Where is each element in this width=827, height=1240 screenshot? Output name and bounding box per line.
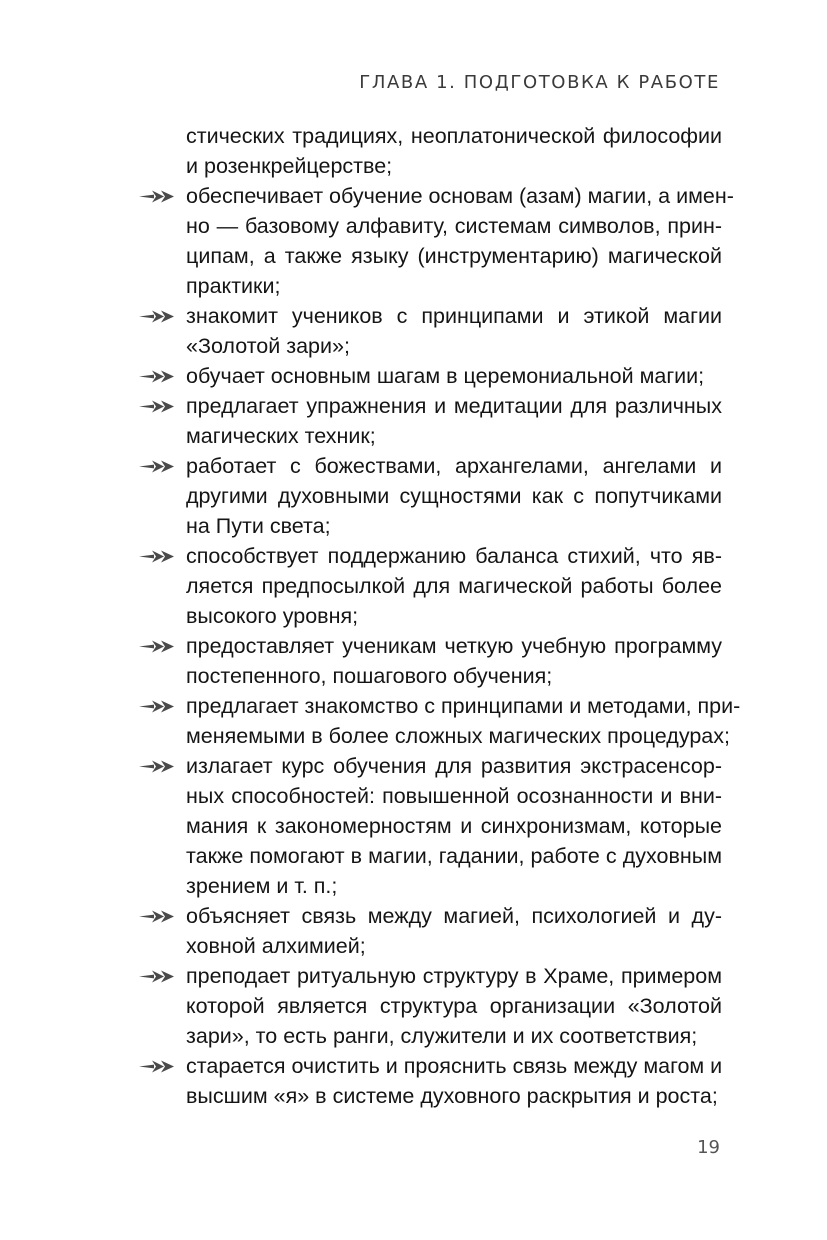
text-line: «Золотой зари»;: [186, 334, 350, 358]
text-line: предлагает упражнения и медитации для различных: [186, 391, 722, 421]
text-line: ховной алхимией;: [186, 934, 366, 958]
text-line: предоставляет ученикам четкую учебную программу: [186, 631, 722, 661]
running-head: ГЛАВА 1. ПОДГОТОВКА К РАБОТЕ: [359, 72, 720, 93]
double-arrow-icon: [138, 760, 176, 773]
text-line: высокого уровня;: [186, 604, 359, 628]
text-line: высшим «я» в системе духовного раскрытия и роста;: [186, 1084, 718, 1108]
text-line: излагает курс обучения для развития экстрасенсор-: [186, 751, 722, 781]
page-number: 19: [697, 1137, 720, 1158]
double-arrow-icon: [138, 970, 176, 983]
text-line: способствует поддержанию баланса стихий, что яв-: [186, 541, 722, 571]
list-item: [186, 391, 722, 451]
list-item: [186, 901, 722, 961]
text-line: но — базовому алфавиту, системам символов, прин-: [186, 214, 722, 238]
continuation-paragraph: [186, 121, 722, 181]
text-line: меняемыми в более сложных магических процедурах;: [186, 724, 730, 748]
body-text: [186, 121, 741, 1111]
text-line: также помогают в магии, гадании, работе с духовным: [186, 844, 722, 868]
double-arrow-icon: [138, 370, 176, 383]
list-item: [186, 631, 722, 691]
text-line: знакомит учеников с принципами и этикой магии: [186, 301, 722, 331]
list-item: [186, 301, 722, 361]
text-line: предлагает знакомство с принципами и методами, при-: [186, 691, 722, 721]
text-line: работает с божествами, архангелами, ангелами и: [186, 451, 722, 481]
text-line: практики;: [186, 274, 281, 298]
list-item: [186, 451, 722, 541]
text-line: мания к закономерностям и синхронизмам, которые: [186, 814, 722, 838]
text-line: старается очистить и прояснить связь между магом и: [186, 1051, 722, 1081]
list-item: [186, 961, 722, 1051]
list-item: [186, 691, 741, 751]
double-arrow-icon: [138, 910, 176, 923]
list-item: [186, 751, 722, 901]
double-arrow-icon: [138, 550, 176, 563]
list-item: [186, 181, 734, 301]
list-item: [186, 1051, 722, 1111]
text-line: постепенного, пошагового обучения;: [186, 664, 553, 688]
text-line: ных способностей: повышенной осознанности и вни-: [186, 784, 722, 808]
double-arrow-icon: [138, 640, 176, 653]
text-line: и розенкрейцерстве;: [186, 154, 393, 178]
text-line: зари», то есть ранги, служители и их соответствия;: [186, 1024, 698, 1048]
text-line: обучает основным шагам в церемониальной магии;: [186, 361, 722, 391]
double-arrow-icon: [138, 700, 176, 713]
text-line: обеспечивает обучение основам (азам) магии, а имен-: [186, 181, 722, 211]
text-line: на Пути света;: [186, 514, 331, 538]
double-arrow-icon: [138, 400, 176, 413]
double-arrow-icon: [138, 190, 176, 203]
text-line: зрением и т. п.;: [186, 874, 338, 898]
text-line: другими духовными сущностями как с попутчиками: [186, 484, 722, 508]
text-line: ляется предпосылкой для магической работы более: [186, 574, 722, 598]
text-line: магических техник;: [186, 424, 376, 448]
text-line: объясняет связь между магией, психологией и ду-: [186, 901, 722, 931]
double-arrow-icon: [138, 310, 176, 323]
list-item: [186, 541, 722, 631]
double-arrow-icon: [138, 460, 176, 473]
double-arrow-icon: [138, 1060, 176, 1073]
text-line: ципам, а также языку (инструментарию) магической: [186, 244, 722, 268]
text-line: преподает ритуальную структуру в Храме, примером: [186, 961, 722, 991]
text-line: которой является структура организации «Золотой: [186, 994, 722, 1018]
text-line: стических традициях, неоплатонической философии: [186, 124, 722, 148]
list-item: [186, 361, 722, 391]
